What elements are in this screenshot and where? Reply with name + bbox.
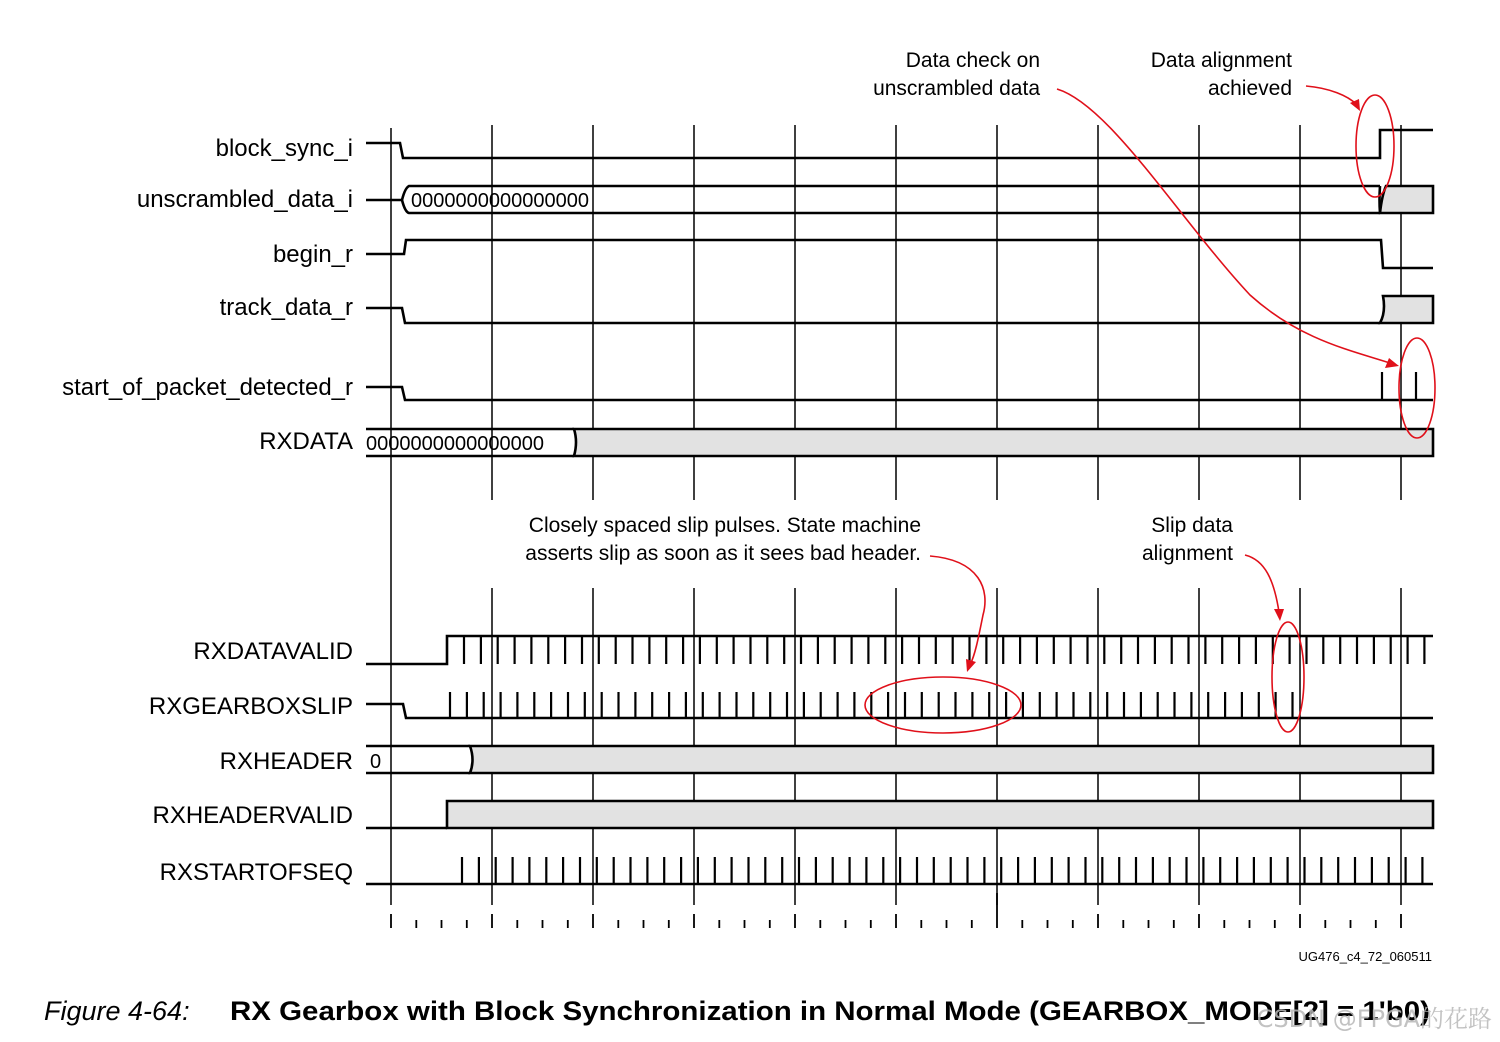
caption-title: RX Gearbox with Block Synchronization in Normal Mode (GEARBOX_MODE[2] = 1'b0) [230,996,1430,1026]
note-slip-data-line2: alignment [1141,542,1233,565]
wave-block-sync-i [366,130,1433,158]
figure-id: UG476_c4_72_060511 [1298,949,1432,964]
label-start-of-packet-detected-r: start_of_packet_detected_r [62,374,353,401]
wave-rxstartofseq [366,857,1433,884]
note-data-check-line1: Data check on [905,49,1040,72]
value-unscrambled-data-i: 0000000000000000 [411,190,589,212]
wave-begin-r [366,240,1433,268]
arrowhead-data-check [1385,358,1399,368]
label-block-sync-i: block_sync_i [215,135,353,162]
label-rxstartofseq: RXSTARTOFSEQ [159,859,353,886]
note-slip-pulses-line1: Closely spaced slip pulses. State machine [528,514,921,537]
waveforms [366,130,1433,884]
wave-rxheader [366,746,1433,773]
arrow-slip-data [1245,555,1279,612]
wave-track-data-r [366,296,1433,323]
value-rxheader: 0 [370,751,382,773]
arrowhead-slip-pulses [966,659,976,672]
wave-rxheadervalid [366,801,1433,828]
highlight-data-alignment [1356,95,1394,197]
label-unscrambled-data-i: unscrambled_data_i [136,186,353,213]
caption-number: Figure 4-64: [44,996,190,1026]
note-slip-pulses-line2: asserts slip as soon as it sees bad header. [525,542,921,565]
note-data-check-line2: unscrambled data [873,77,1040,100]
note-data-alignment-line2: achieved [1207,77,1292,100]
annotations [525,49,1435,733]
label-rxheadervalid: RXHEADERVALID [152,802,353,829]
value-rxdata: 0000000000000000 [366,433,544,455]
label-rxheader: RXHEADER [219,748,353,775]
label-rxdata: RXDATA [259,428,353,455]
note-slip-data-line1: Slip data [1151,514,1233,537]
label-track-data-r: track_data_r [219,294,353,321]
label-rxdatavalid: RXDATAVALID [193,638,353,665]
highlight-slip-data [1272,622,1304,732]
arrowhead-slip-data [1274,609,1284,621]
label-begin-r: begin_r [272,241,353,268]
signal-labels [62,135,353,886]
watermark: CSDN @FPGA的花路 [1256,1005,1492,1033]
label-rxgearboxslip: RXGEARBOXSLIP [148,693,353,720]
wave-start-of-packet-detected-r [366,372,1433,400]
arrow-data-alignment [1306,86,1356,104]
arrow-slip-pulses [930,556,985,665]
note-data-alignment-line1: Data alignment [1150,49,1292,72]
